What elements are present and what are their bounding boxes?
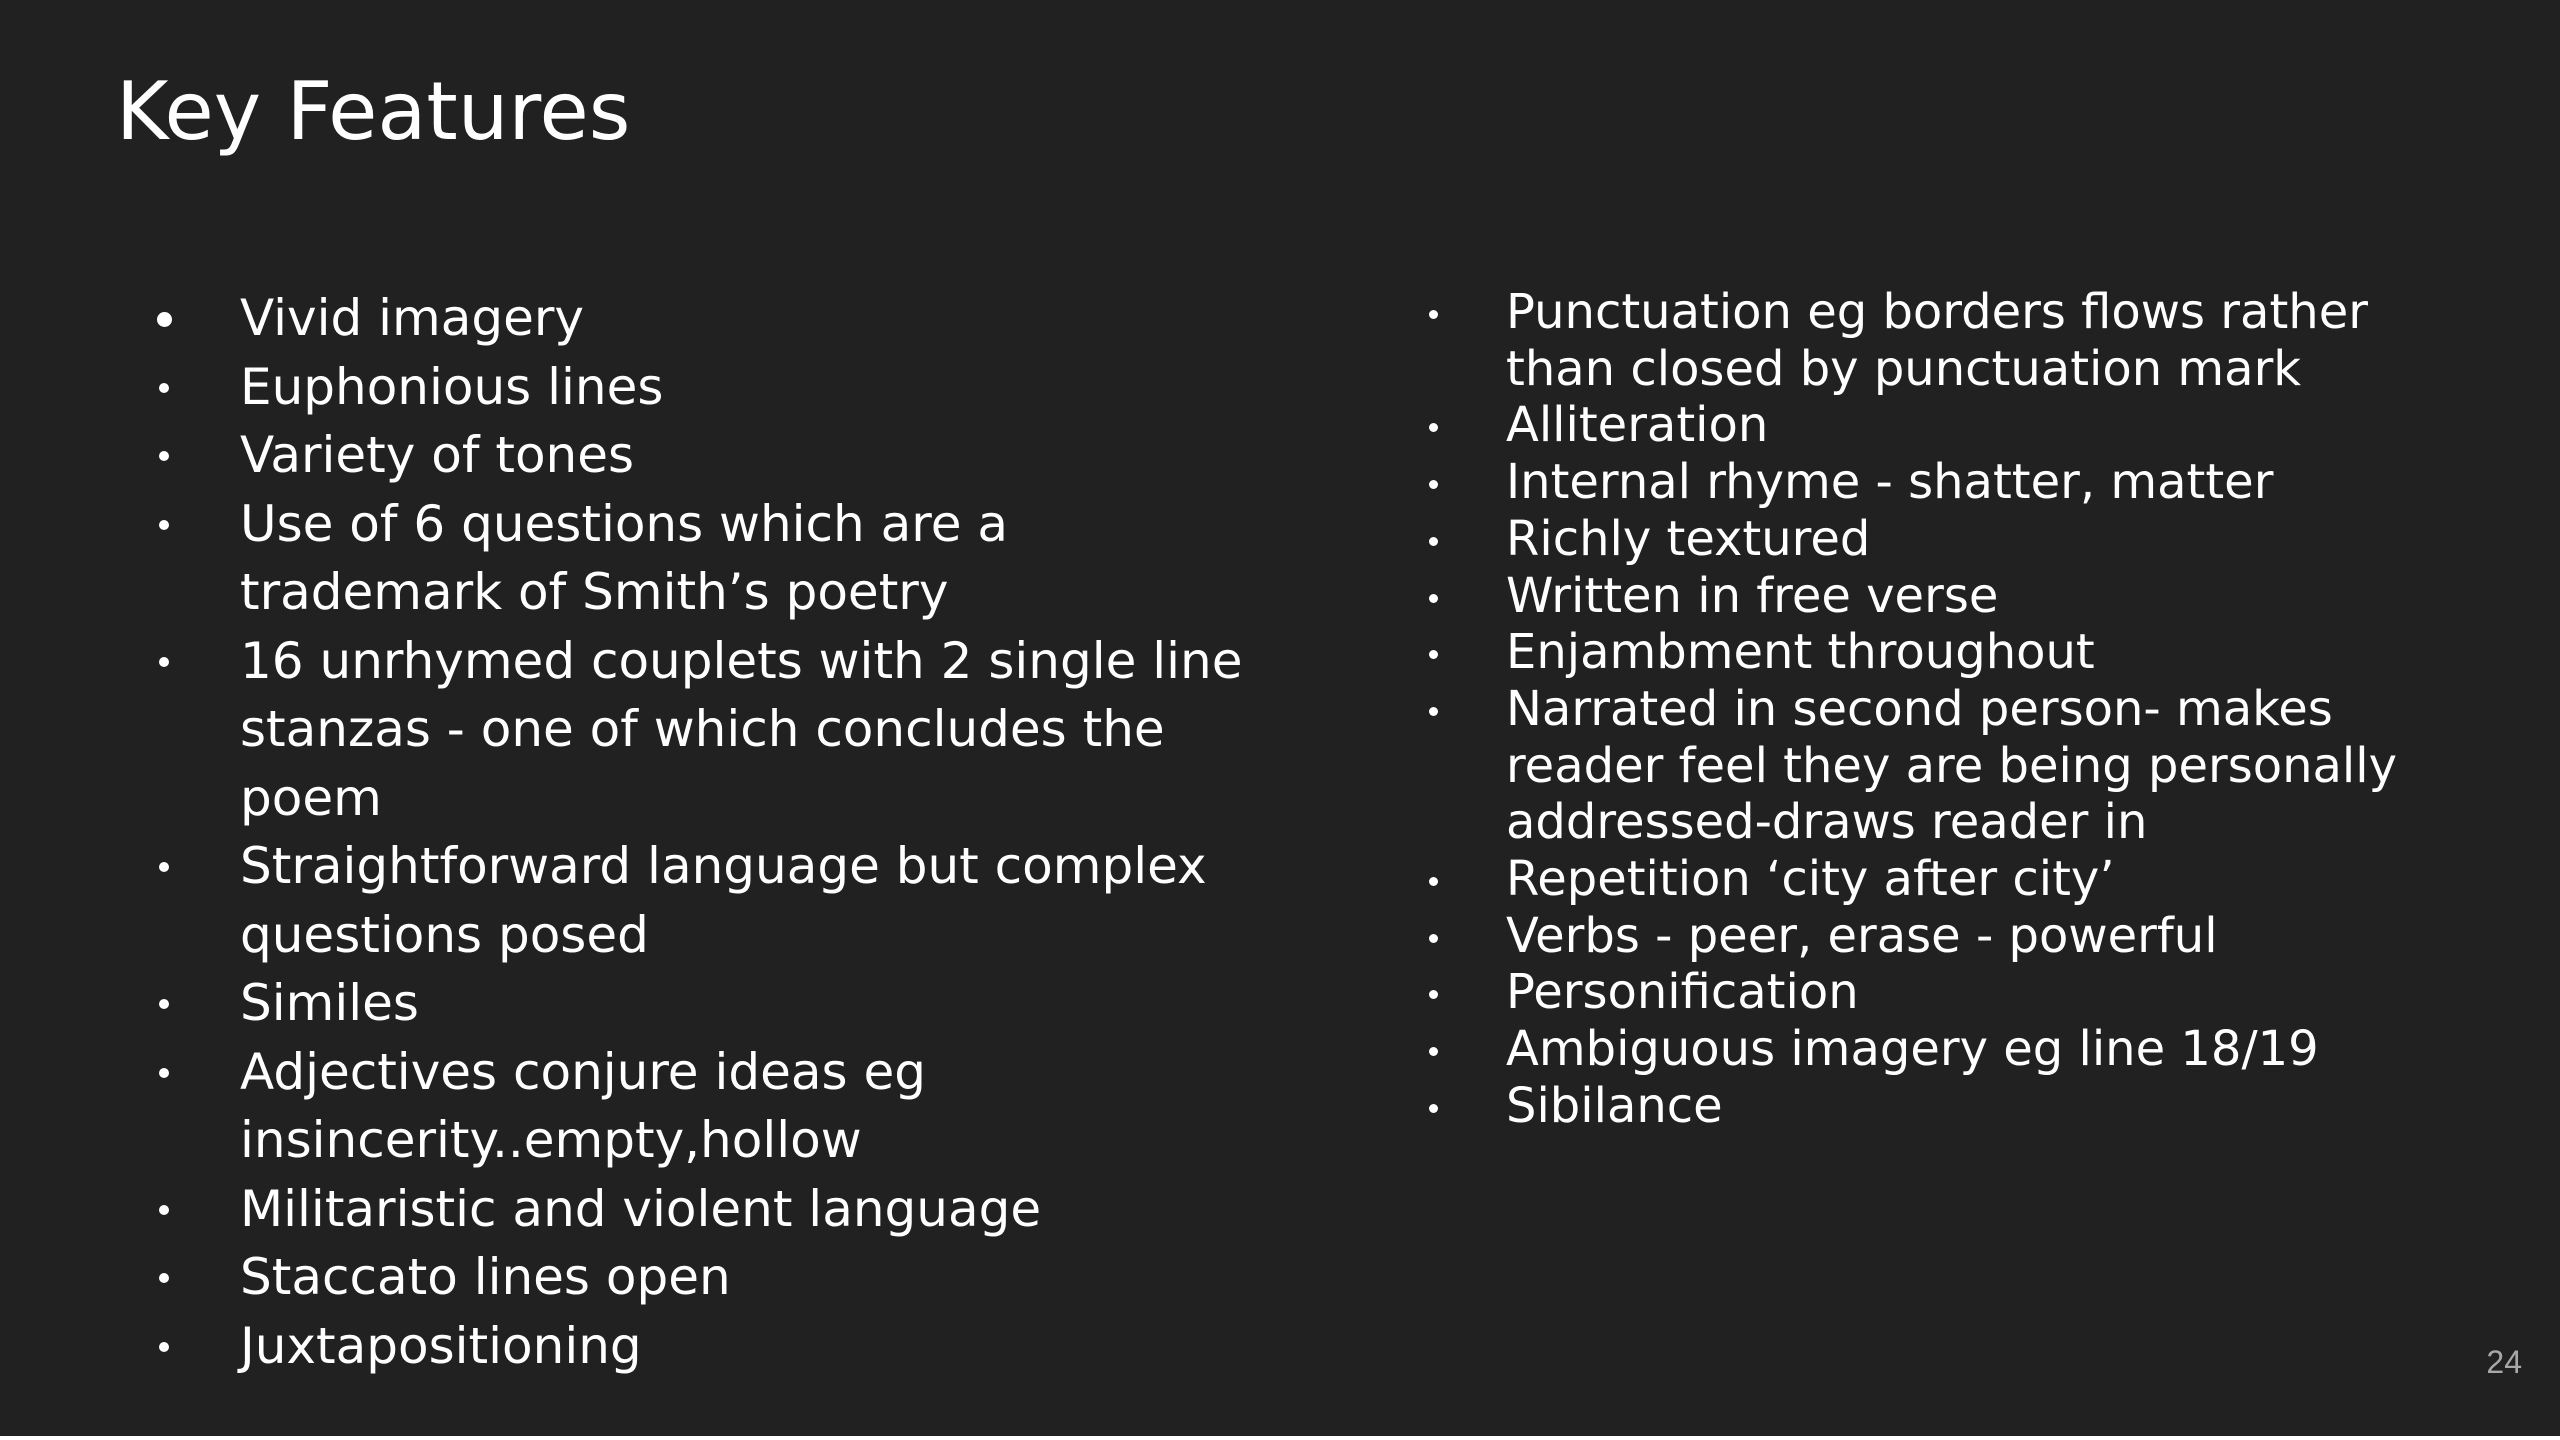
bullet-item [240,1038,1200,1175]
bullet-icon [159,1068,169,1078]
bullet-icon [1429,423,1438,432]
page-number: 24 [2486,1344,2522,1380]
bullet-text: Narrated in second person- makes [1506,680,2333,737]
bullet-text: Internal rhyme - shatter, matter [1506,454,2274,511]
bullet-icon [1429,990,1438,999]
bullet-item [1506,624,2506,681]
bullet-text: Variety of tones [240,426,635,484]
bullet-item [240,284,1200,353]
bullet-icon [159,999,169,1009]
bullet-item [240,1312,1200,1381]
bullet-item [1506,568,2506,625]
bullet-text: Straightforward language but complex [240,837,1207,895]
bullet-icon [1429,1047,1438,1056]
bullet-text: poem [240,768,382,827]
bullet-text: Punctuation eg borders flows rather [1506,284,2368,340]
bullet-text: Richly textured [1506,510,1871,567]
bullet-item [240,1243,1200,1312]
bullet-text: Repetition ‘city after city’ [1506,851,2115,908]
bullet-text: Vivid imagery [240,289,584,347]
bullet-item [240,627,1243,833]
bullet-text: Juxtapositioning [240,1316,642,1375]
bullet-icon [159,862,169,872]
bullet-item [1506,397,2506,454]
bullet-item [1506,908,2506,965]
bullet-item [1506,1021,2506,1078]
bullet-text: Sibilance [1506,1077,1723,1134]
bullet-item [240,421,1200,490]
bullet-text: Euphonious lines [240,357,664,416]
bullet-icon [159,1342,169,1352]
bullet-text: questions posed [240,905,649,964]
bullet-text: Similes [240,974,419,1032]
bullet-text: Ambiguous imagery eg line 18/19 [1506,1021,2319,1078]
bullet-text: than closed by punctuation mark [1506,340,2302,397]
bullet-item [240,1175,1200,1244]
bullet-icon [159,1205,169,1215]
bullet-text: insincerity..empty,hollow [240,1111,862,1169]
right-bullet-list [1506,284,2506,1135]
bullet-icon [1429,877,1438,886]
bullet-icon [1429,480,1438,489]
bullet-icon [1429,310,1438,319]
bullet-icon [159,657,169,667]
bullet-text: stanzas - one of which concludes the [240,700,1165,758]
bullet-item [240,353,1200,422]
bullet-icon [1429,1104,1438,1113]
bullet-text: Personification [1506,964,1859,1021]
bullet-text: Alliteration [1506,397,1769,454]
bullet-icon [1429,594,1438,603]
bullet-item [1506,284,2506,397]
bullet-icon [159,1273,169,1283]
bullet-icon [1429,934,1438,943]
bullet-item [1506,964,2506,1021]
bullet-icon [159,383,169,393]
bullet-icon [159,451,169,461]
bullet-text: Adjectives conjure ideas eg [240,1042,926,1101]
bullet-text: 16 unrhymed couplets with 2 single line [240,631,1243,690]
bullet-item [240,490,1200,627]
bullet-icon [1429,537,1438,546]
bullet-icon [1429,650,1438,659]
bullet-text: Militaristic and violent language [240,1179,1042,1238]
bullet-text: Written in free verse [1506,567,1999,624]
bullet-text: reader feel they are being personally [1506,737,2397,794]
bullet-item [1506,681,2506,851]
bullet-item [240,832,1207,969]
bullet-text: addressed-draws reader in [1506,794,2148,851]
bullet-item [240,969,1200,1038]
bullet-text: Verbs - peer, erase - powerful [1506,907,2218,964]
bullet-icon [159,520,169,530]
left-bullet-list [240,284,1243,1380]
bullet-item [1506,511,2506,568]
slide-title: Key Features [116,65,631,158]
bottom-edge [0,1436,2560,1440]
bullet-text: Enjambment throughout [1506,624,2095,681]
bullet-icon [157,312,172,327]
bullet-text: Use of 6 questions which are a [240,494,1008,553]
bullet-icon [1429,707,1438,716]
bullet-item [1506,1078,2506,1135]
bullet-item [1506,454,2506,511]
bullet-text: Staccato lines open [240,1248,731,1306]
bullet-item [1506,851,2506,908]
bullet-text: trademark of Smith’s poetry [240,563,949,621]
